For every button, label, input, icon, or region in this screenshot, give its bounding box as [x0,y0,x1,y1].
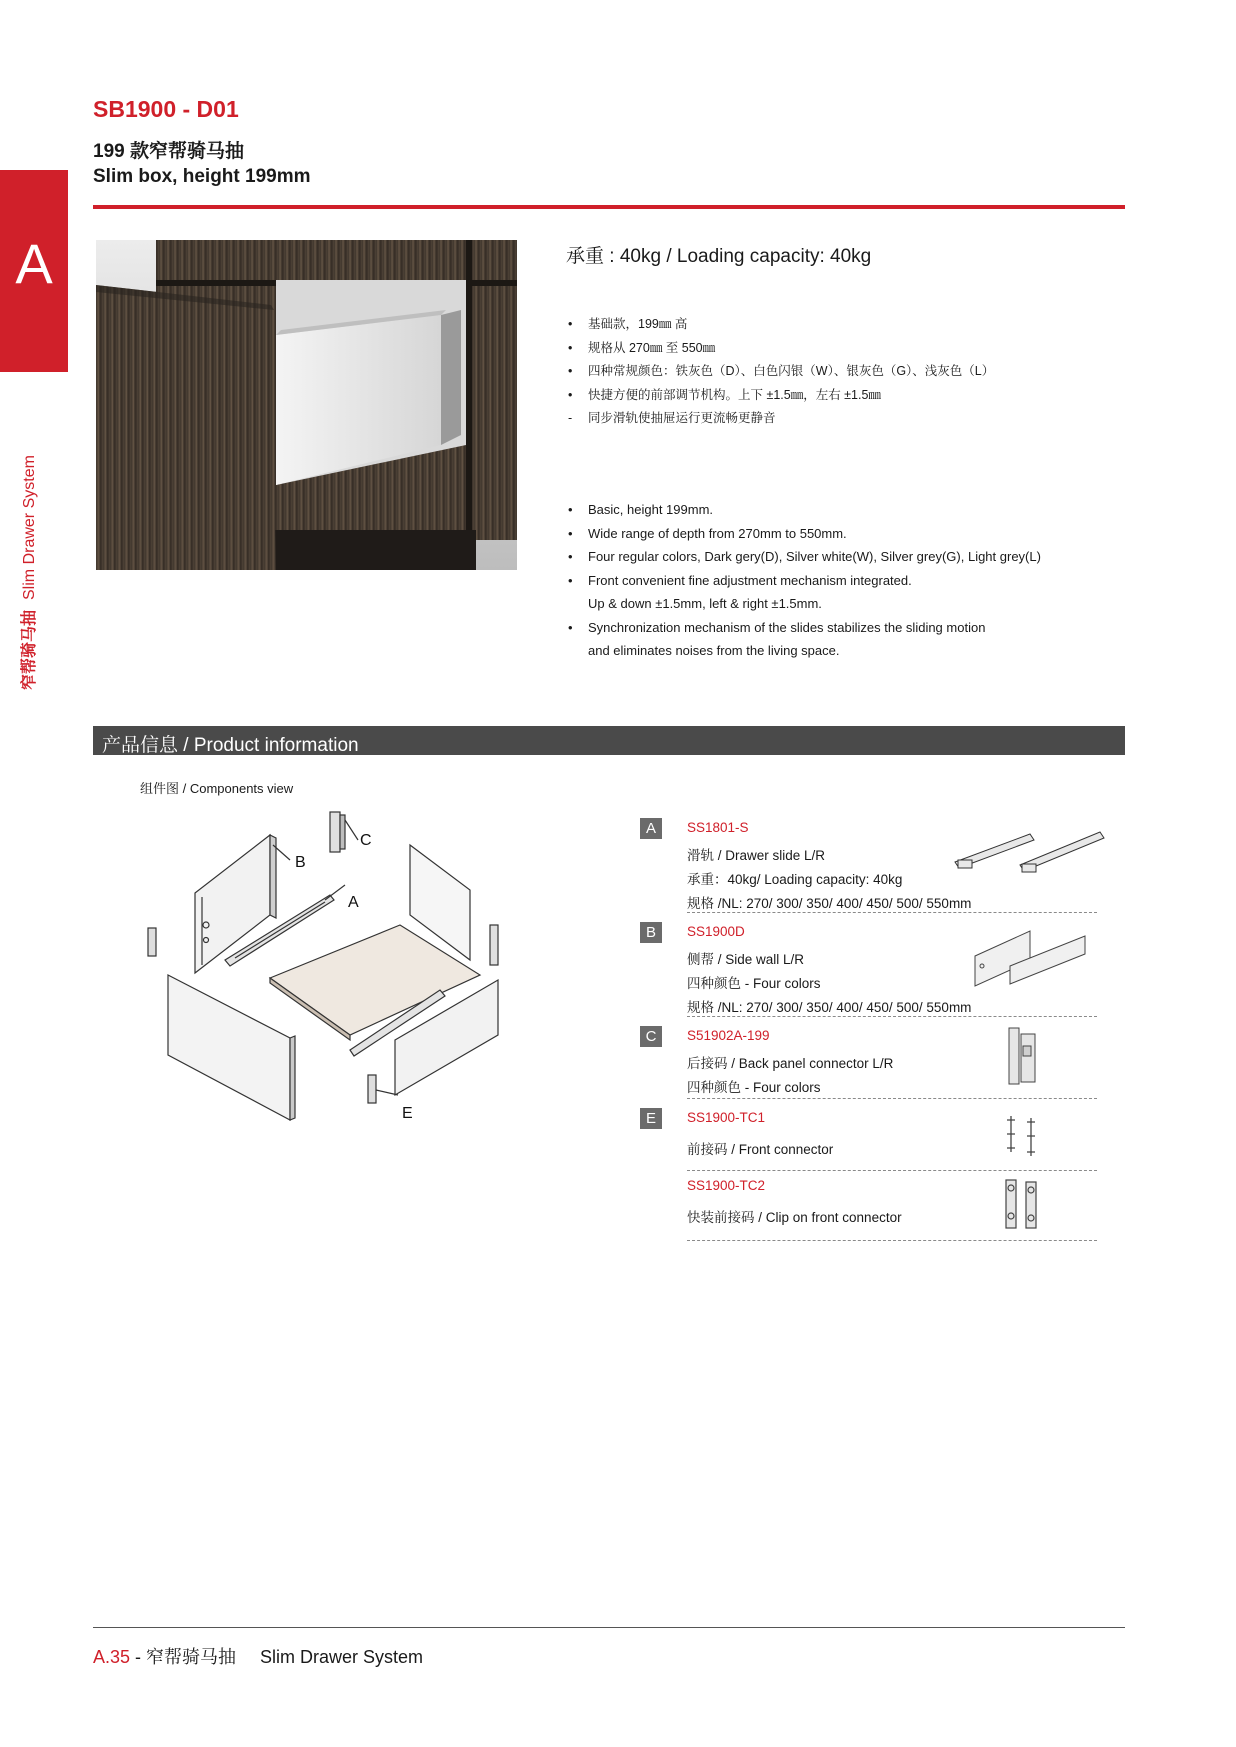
feature-item: • 四种常规颜色：铁灰色（D）、白色闪银（W）、银灰色（G）、浅灰色（L） [566,360,994,384]
part-line: 四种颜色 - Four colors [687,1080,821,1095]
side-wall-icon [970,926,1090,988]
front-connector-icon [1003,1112,1043,1160]
part-item [640,1108,1100,1176]
part-code: SS1801-S [687,820,749,835]
side-vertical-cn: 窄帮骑马抽 [21,609,38,690]
part-line: 滑轨 / Drawer slide L/R [687,848,826,863]
feature-item: • Four regular colors, Dark gery(D), Silver white(W), Silver grey(G), Light grey(L) [566,545,1041,569]
drawer-slide-icon [950,820,1105,880]
clip-on-front-connector-icon [1000,1176,1046,1232]
page-number: A.35 [93,1647,131,1667]
part-badge: A [640,818,662,839]
part-badge: E [640,1108,662,1129]
diagram-label-c: C [360,832,372,849]
part-code: SS1900-TC1 [687,1110,766,1125]
title-en: Slim box, height 199mm [93,166,311,187]
part-line: 四种颜色 - Four colors [687,976,821,991]
part-code: S51902A-199 [687,1028,770,1043]
side-tab-letter: A [15,232,53,295]
part-separator [687,1240,1097,1241]
part-separator [687,1016,1097,1017]
features-cn-list [566,313,994,431]
side-vertical-label [18,400,44,690]
product-photo [96,240,517,570]
part-code: SS1900-TC2 [687,1178,766,1193]
part-line: 后接码 / Back panel connector L/R [687,1056,894,1071]
side-tab [0,170,68,372]
part-code: SS1900D [687,924,745,939]
feature-item: • Front convenient fine adjustment mechanism integrated. [566,569,1041,593]
section-bar [93,726,1125,755]
feature-item: • 规格从 270㎜ 至 550㎜ [566,337,994,361]
features-en-list [566,498,1041,663]
feature-item: • 基础款，199㎜ 高 [566,313,994,337]
footer [93,1643,423,1669]
footer-en: Slim Drawer System [260,1647,424,1667]
title-cn: 199 款窄帮骑马抽 [93,141,244,162]
footer-cn: 窄帮骑马抽 [146,1647,237,1667]
footer-separator: - [130,1647,147,1667]
feature-item: • 快捷方便的前部调节机构。上下 ±1.5㎜，左右 ±1.5㎜ [566,384,994,408]
part-badge: C [640,1026,662,1047]
back-connector-icon [1005,1026,1041,1088]
part-line: 承重：40kg/ Loading capacity: 40kg [687,872,903,887]
part-item [640,922,1100,1022]
part-separator [687,1098,1097,1099]
part-line: 侧帮 / Side wall L/R [687,952,805,967]
part-separator [687,1170,1097,1171]
feature-item: Up & down ±1.5mm, left & right ±1.5mm. [588,596,822,611]
feature-item: • Wide range of depth from 270mm to 550mm. [566,522,1041,546]
diagram-label-b: B [295,854,306,871]
part-line: 快装前接码 / Clip on front connector [687,1210,902,1225]
footer-rule [93,1627,1125,1628]
header-rule [93,205,1125,209]
part-line: 规格 /NL: 270/ 300/ 350/ 400/ 450/ 500/ 550mm [687,1000,972,1015]
capacity-heading: 承重 : 40kg / Loading capacity: 40kg [566,246,872,267]
components-diagram [140,800,600,1140]
part-badge: B [640,922,662,943]
part-line: 前接码 / Front connector [687,1142,834,1157]
model-code: SB1900 - D01 [93,96,239,122]
feature-item: - 同步滑轨使抽屉运行更流畅更静音 [566,407,994,431]
part-line: 规格 /NL: 270/ 300/ 350/ 400/ 450/ 500/ 550mm [687,896,972,911]
components-view-label: 组件图 / Components view [140,781,294,796]
feature-item: • Synchronization mechanism of the slides stabilizes the sliding motion [566,616,1041,640]
part-separator [687,912,1097,913]
feature-item: and eliminates noises from the living space. [588,643,840,658]
part-item [640,818,1100,918]
part-item [640,1026,1100,1104]
feature-item: • Basic, height 199mm. [566,498,1041,522]
section-title: 产品信息 / Product information [102,735,359,756]
diagram-label-a: A [348,894,359,911]
diagram-label-e: E [402,1105,413,1122]
part-item [640,1176,1100,1246]
side-vertical-en: Slim Drawer System [21,455,38,600]
